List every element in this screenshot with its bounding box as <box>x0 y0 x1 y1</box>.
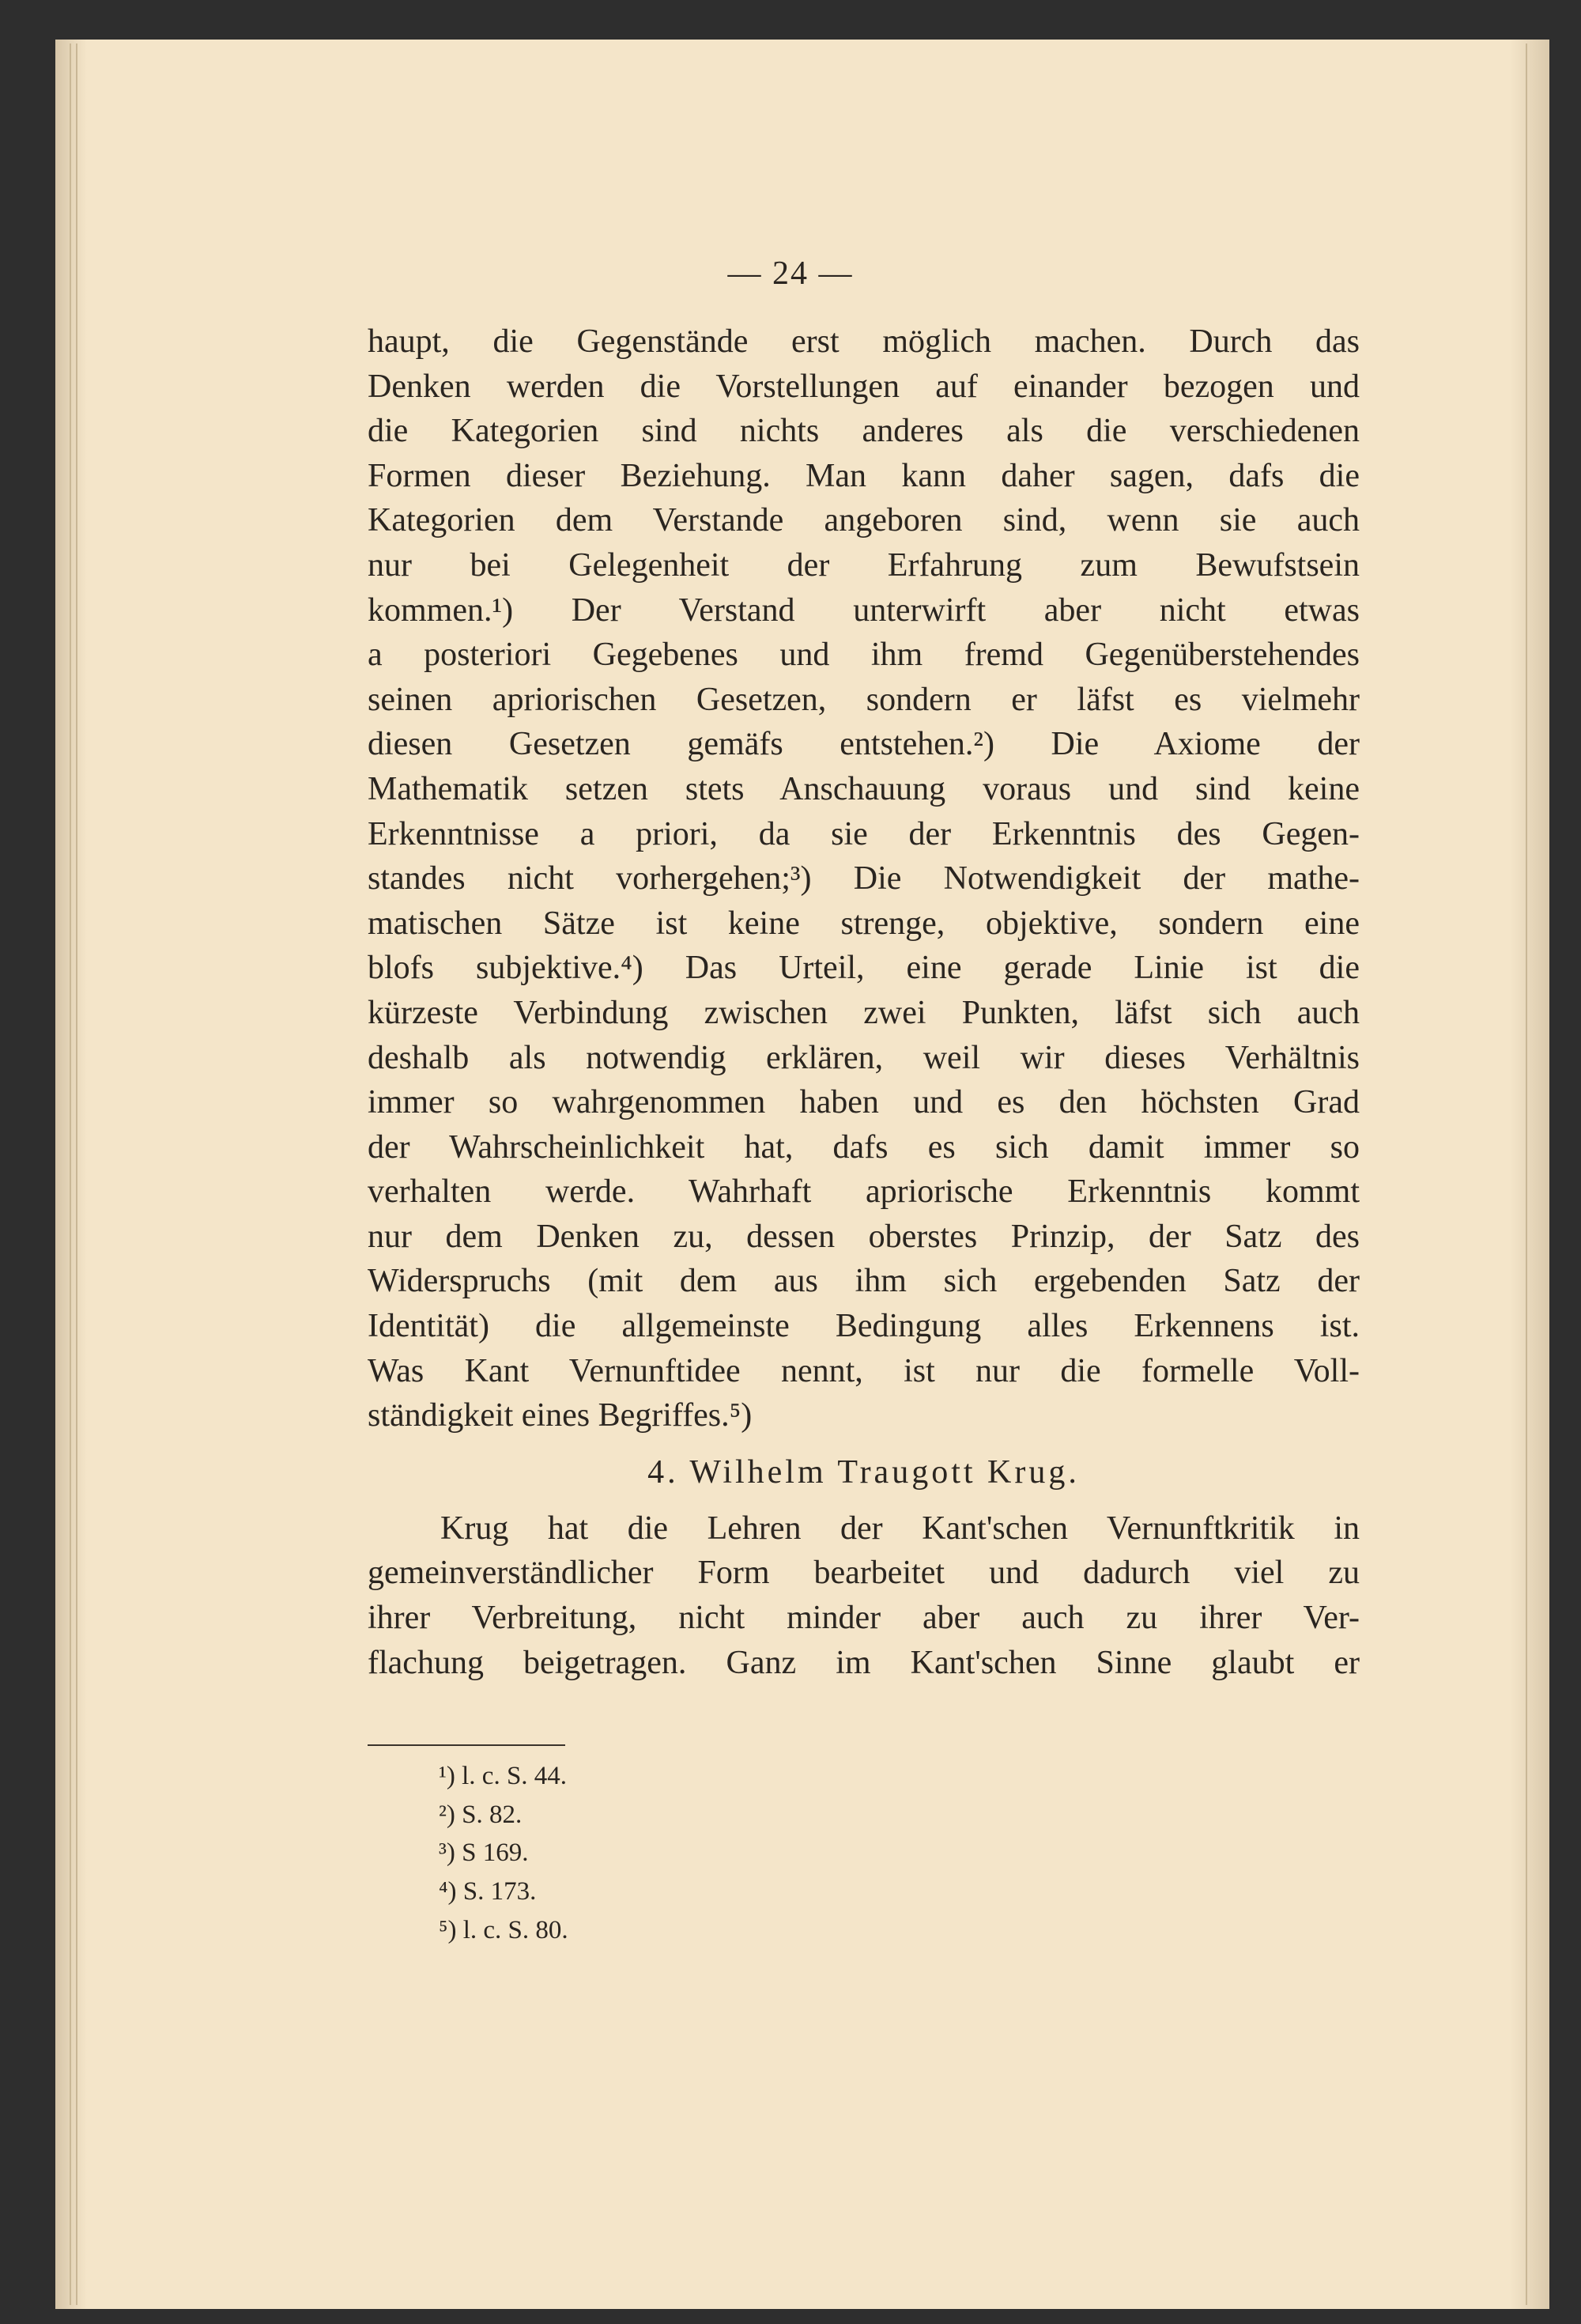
paragraph-1 <box>368 319 1360 1438</box>
body-text <box>368 319 1360 1685</box>
footnote: ²) S. 82. <box>439 1800 523 1829</box>
text-line: Erkenntnisse a priori, da sie der Erkenntnis des Gegen- <box>368 815 1360 852</box>
text-line: Kategorien dem Verstande angeboren sind, wenn sie auch <box>368 502 1360 539</box>
text-line: a posteriori Gegebenes und ihm fremd Gegenüberstehendes <box>368 637 1360 674</box>
paragraph-2 <box>368 1506 1360 1685</box>
text-line: seinen apriorischen Gesetzen, sondern er läfst es vielmehr <box>368 681 1360 718</box>
text-line: Mathematik setzen stets Anschauung voraus und sind keine <box>368 770 1360 807</box>
text-line: kommen.¹) Der Verstand unterwirft aber nicht etwas <box>368 591 1360 629</box>
text-line: haupt, die Gegenstände erst möglich machen. Durch das <box>368 323 1360 360</box>
text-line: kürzeste Verbindung zwischen zwei Punkten, läfst sich auch <box>368 994 1360 1031</box>
text-line: verhalten werde. Wahrhaft apriorische Erkenntnis kommt <box>368 1173 1360 1211</box>
footnote: ³) S 169. <box>439 1838 529 1868</box>
footnotes <box>439 1757 568 1949</box>
text-line: Formen dieser Beziehung. Man kann daher sagen, dafs die <box>368 457 1360 494</box>
page-edge <box>1526 43 1527 2305</box>
page-edge <box>70 43 71 2305</box>
text-line: Was Kant Vernunftidee nennt, ist nur die formelle Voll- <box>368 1352 1360 1389</box>
footnote: ¹) l. c. S. 44. <box>439 1762 568 1790</box>
footnote: ⁴) S. 173. <box>439 1877 537 1906</box>
text-line: gemeinverständlicher Form bearbeitet und dadurch viel zu <box>368 1555 1360 1592</box>
text-line: deshalb als notwendig erklären, weil wir dieses Verhältnis <box>368 1039 1360 1076</box>
text-line: Widerspruchs (mit dem aus ihm sich ergebenden Satz der <box>368 1263 1360 1300</box>
page-number: — 24 — <box>727 255 854 292</box>
text-line: nur dem Denken zu, dessen oberstes Prinzip, der Satz des <box>368 1218 1360 1255</box>
text-line: ständigkeit eines Begriffes.⁵) <box>368 1397 753 1434</box>
text-line: standes nicht vorhergehen;³) Die Notwendigkeit der mathe- <box>368 860 1360 897</box>
page-edge <box>76 43 77 2305</box>
text-line: Identität) die allgemeinste Bedingung alles Erkennens ist. <box>368 1308 1360 1345</box>
text-line: matischen Sätze ist keine strenge, objektive, sondern eine <box>368 905 1360 942</box>
text-line: diesen Gesetzen gemäfs entstehen.²) Die Axiome der <box>368 726 1360 763</box>
text-line: Denken werden die Vorstellungen auf einander bezogen und <box>368 368 1360 405</box>
text-line: flachung beigetragen. Ganz im Kant'schen Sinne glaubt er <box>368 1644 1360 1681</box>
section-heading: 4. Wilhelm Traugott Krug. <box>647 1453 1080 1491</box>
footnote-divider <box>368 1744 565 1746</box>
text-line: der Wahrscheinlichkeit hat, dafs es sich damit immer so <box>368 1128 1360 1166</box>
text-line: nur bei Gelegenheit der Erfahrung zum Bewufstsein <box>368 546 1360 584</box>
text-line: blofs subjektive.⁴) Das Urteil, eine gerade Linie ist die <box>368 950 1360 987</box>
text-line: immer so wahrgenommen haben und es den höchsten Grad <box>368 1084 1360 1121</box>
text-line: die Kategorien sind nichts anderes als die verschiedenen <box>368 413 1360 450</box>
text-line: Krug hat die Lehren der Kant'schen Vernunftkritik in <box>440 1510 1360 1547</box>
text-line: ihrer Verbreitung, nicht minder aber auch zu ihrer Ver- <box>368 1600 1360 1637</box>
footnote: ⁵) l. c. S. 80. <box>439 1915 568 1944</box>
